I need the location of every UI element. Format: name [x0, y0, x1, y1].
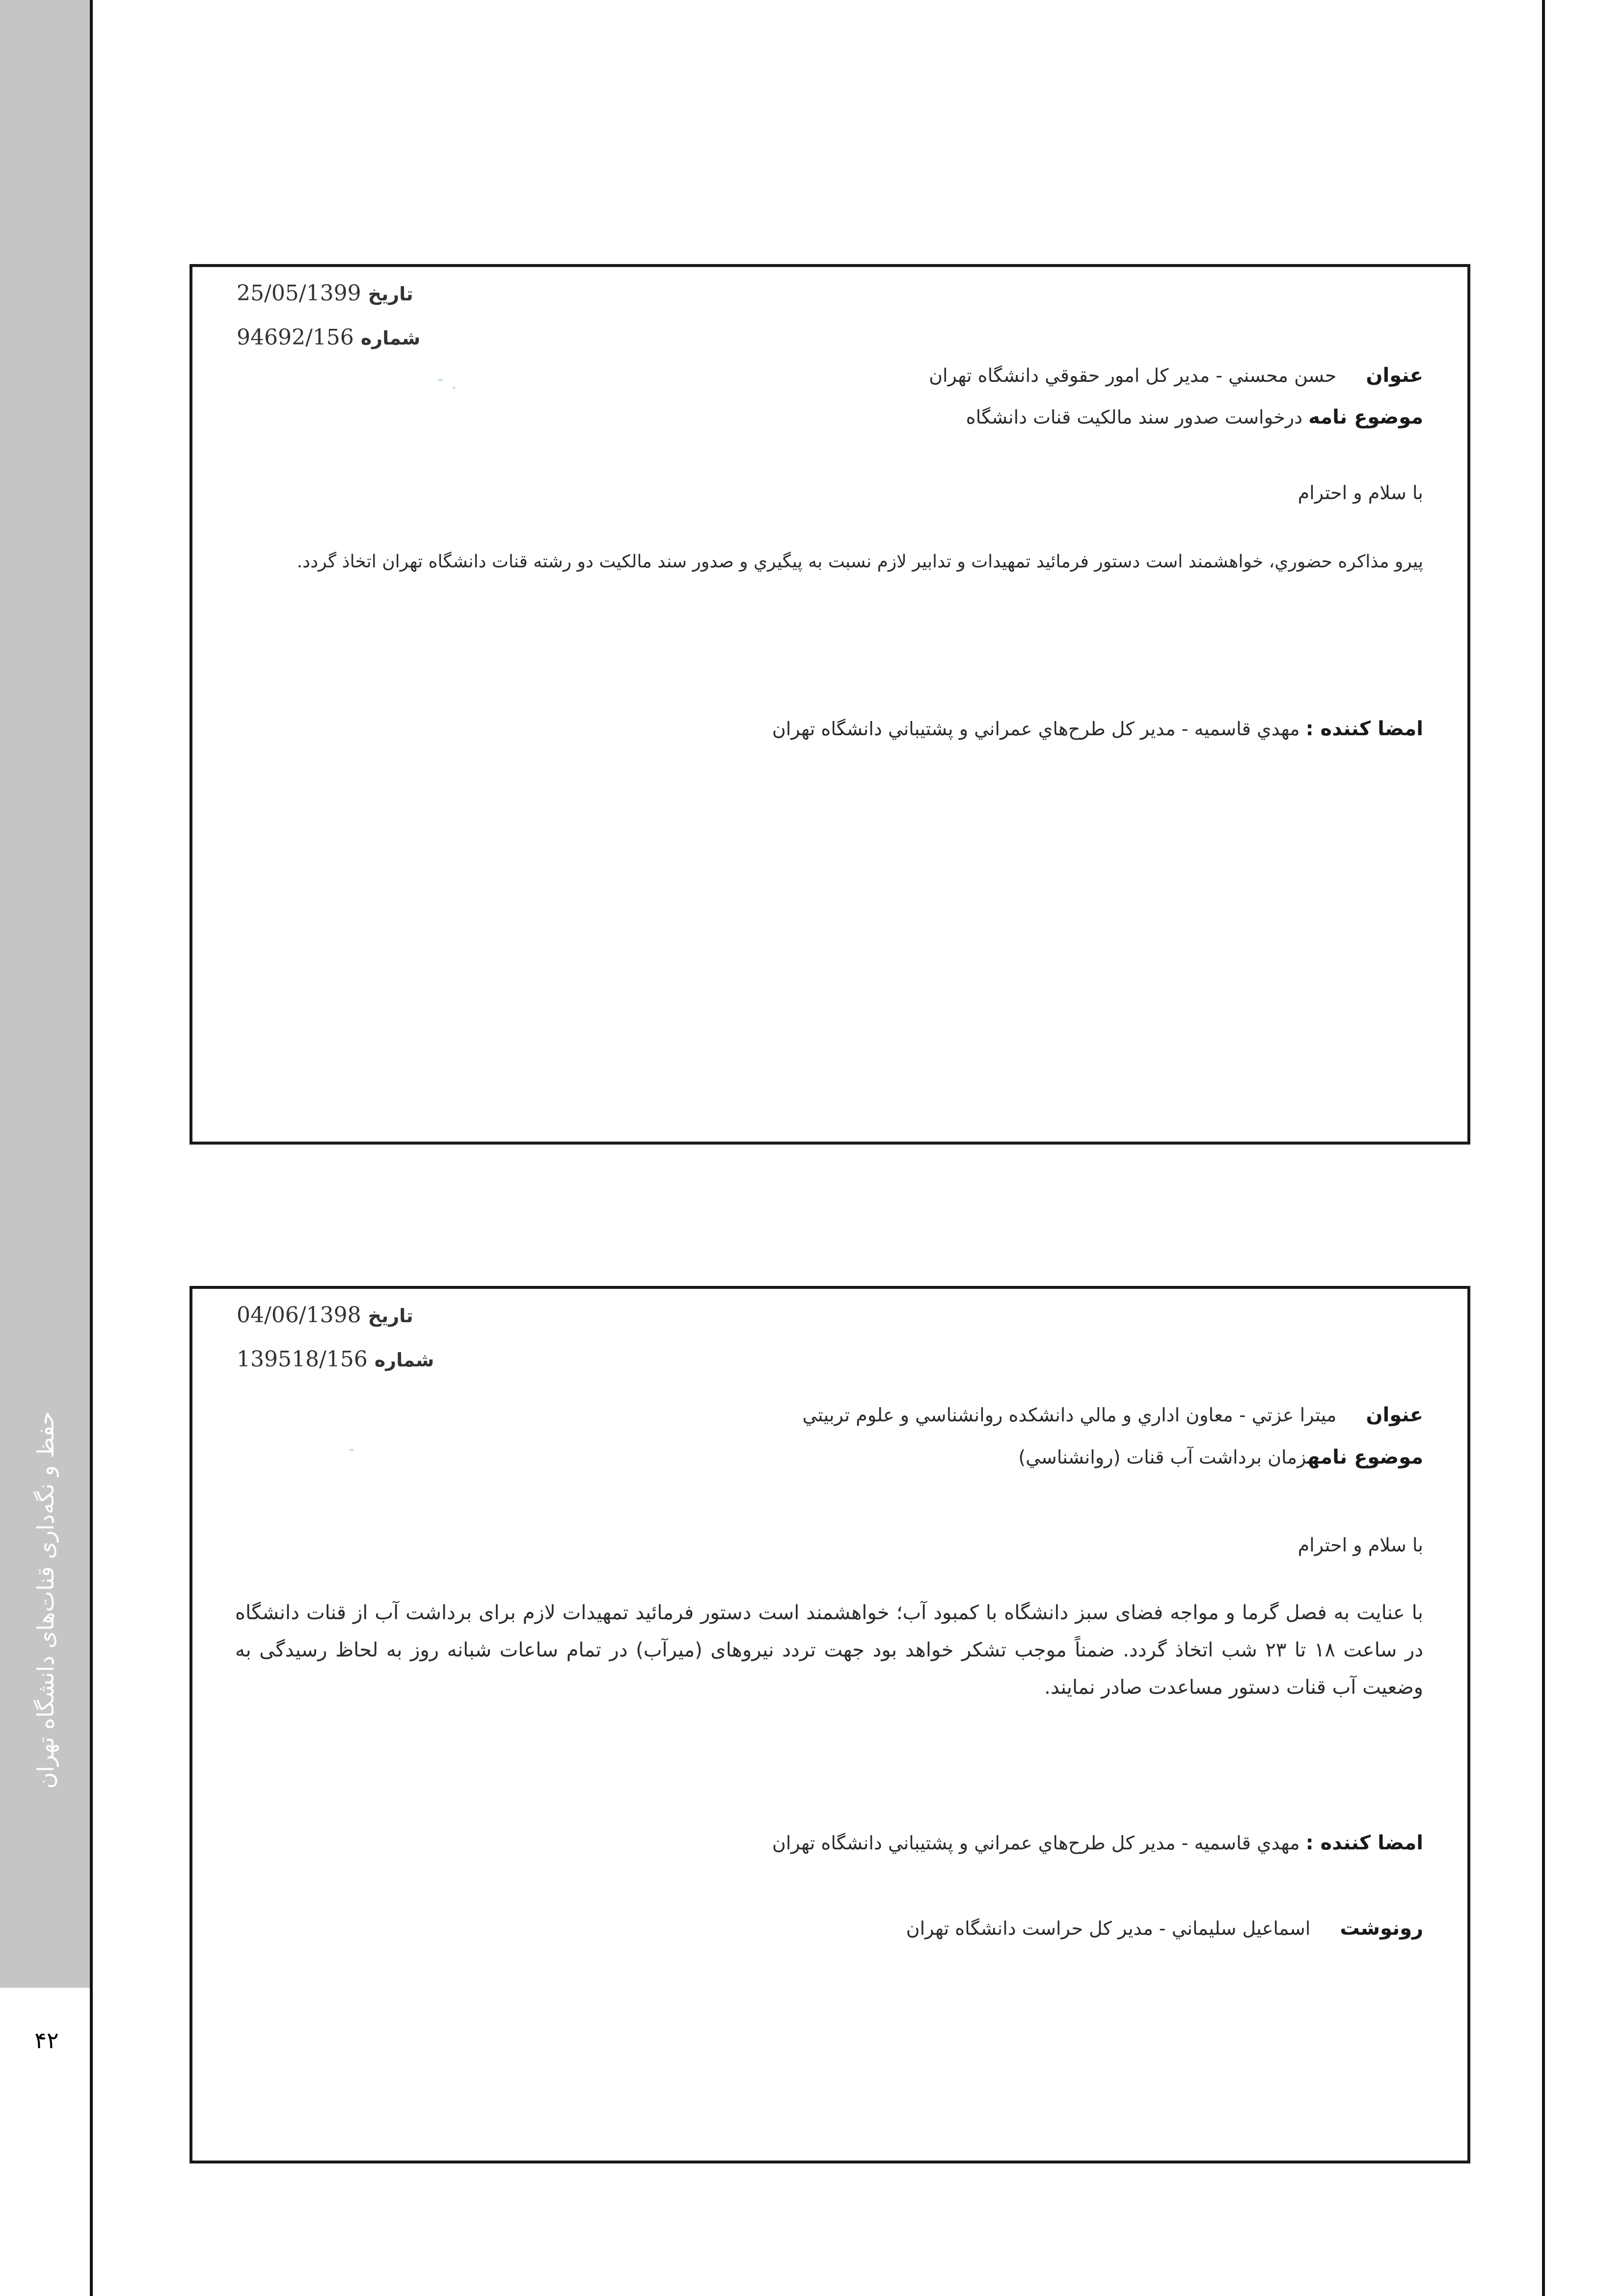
letter-2-signer [772, 1832, 1423, 1854]
scan-speck [350, 1449, 353, 1451]
sidebar-title: حفظ و نگه‌داری قنات‌های دانشگاه تهران [32, 1411, 59, 1789]
letter-2-greeting: با سلام و احترام [1298, 1534, 1423, 1556]
number-value: 94692/156 [237, 325, 354, 350]
number-value: 139518/156 [237, 1347, 368, 1372]
recipient-label: عنوان [1366, 364, 1423, 387]
recipient-value: ميترا عزتي - معاون اداري و مالي دانشكده روانشناسي و علوم تربيتي [802, 1404, 1337, 1426]
signer-label: امضا کننده : [1305, 718, 1423, 740]
left-margin-rule [90, 0, 93, 2296]
date-label: تاريخ [368, 1305, 413, 1327]
letter-1-greeting: با سلام و احترام [1298, 482, 1423, 504]
letter-2-number [237, 1347, 434, 1372]
cc-value: اسماعيل سليماني - مدير كل حراست دانشگاه تهران [906, 1918, 1311, 1939]
recipient-label: عنوان [1366, 1404, 1423, 1426]
subject-value: زمان برداشت آب قنات (روانشناسي) [1018, 1446, 1307, 1468]
signer-value: مهدي قاسميه - مدير كل طرح‌هاي عمراني و پشتيباني دانشگاه تهران [772, 718, 1300, 740]
page-number: ۴۲ [34, 2027, 59, 2054]
scan-speck [438, 379, 443, 381]
subject-label: موضوع نامه [1308, 406, 1423, 428]
letter-1-subject [966, 406, 1423, 428]
letter-2 [189, 1286, 1470, 2163]
letter-2-cc [906, 1917, 1423, 1940]
letter-1 [189, 264, 1470, 1145]
signer-label: امضا کننده : [1305, 1832, 1423, 1854]
letter-2-recipient [802, 1404, 1423, 1426]
letter-2-subject [1018, 1446, 1423, 1468]
number-label: شماره [374, 1349, 434, 1371]
cc-label: رونوشت [1340, 1917, 1423, 1940]
date-label: تاريخ [368, 283, 413, 305]
subject-label: موضوع نامه [1307, 1446, 1423, 1468]
letter-1-recipient [929, 364, 1423, 387]
subject-value: درخواست صدور سند مالکيت قنات دانشگاه [966, 406, 1303, 428]
signer-value: مهدي قاسميه - مدير كل طرح‌هاي عمراني و پشتيباني دانشگاه تهران [772, 1832, 1300, 1854]
scan-speck [453, 387, 456, 389]
letter-1-body: پيرو مذاكره حضوري، خواهشمند است دستور فرمائيد تمهيدات و تدابير لازم نسبت به پيگيري و صدور سند مالكيت دو رشته قنات دانشگاه تهران اتخاذ گردد. [297, 552, 1423, 572]
letter-2-date [237, 1303, 413, 1328]
recipient-value: حسن محسني - مدير كل امور حقوقي دانشگاه تهران [929, 365, 1337, 386]
date-value: 25/05/1399 [237, 281, 361, 306]
letter-1-number [237, 325, 420, 350]
letter-1-signer [772, 718, 1423, 740]
letter-1-date [237, 281, 413, 306]
number-label: شماره [360, 327, 421, 349]
letter-2-body: با عنايت به فصل گرما و مواجه فضاى سبز دانشگاه با كمبود آب؛ خواهشمند است دستور فرمائيد تمهيدات لازم براى برداشت آب از قنات دانشگاه در ساعت ١٨ تا ٢٣ شب اتخاذ گردد. ضمناً موجب تشكر خواهد بود جهت تردد نيروهاى (ميرآب) در تمام ساعات شبانه روز به لحاظ رسيدگى به وضعيت آب قنات دستور مساعدت صادر نمايند. [235, 1602, 1424, 1699]
date-value: 04/06/1398 [237, 1303, 361, 1328]
sidebar-band [0, 0, 91, 1988]
right-margin-rule [1542, 0, 1545, 2296]
